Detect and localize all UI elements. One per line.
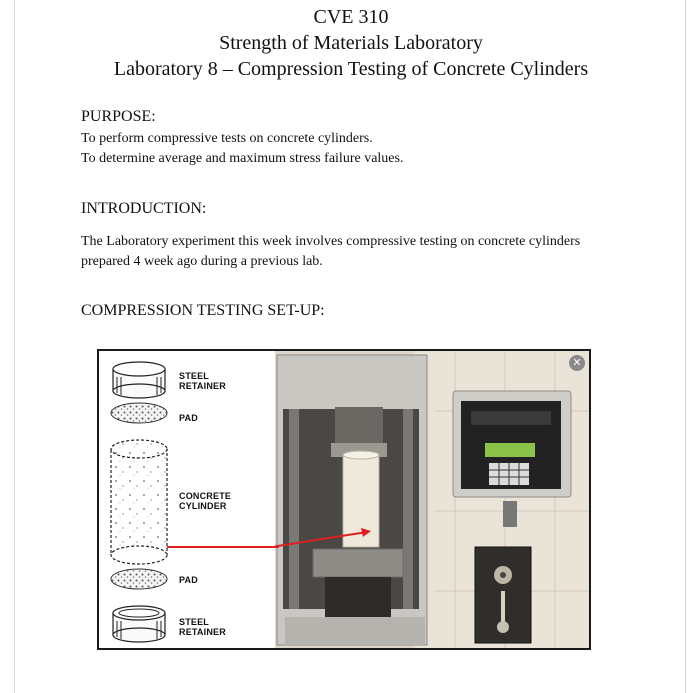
label-pad-top: PAD	[179, 413, 198, 423]
purpose-heading: PURPOSE:	[81, 108, 156, 125]
testing-machine-drawing	[275, 351, 589, 648]
lab-name: Strength of Materials Laboratory	[219, 32, 483, 54]
purpose-line: To determine average and maximum stress failure values.	[81, 151, 404, 166]
compression-setup-figure	[97, 349, 591, 650]
course-code: CVE 310	[313, 6, 389, 28]
machine-brand-label: FORNEY	[333, 371, 381, 382]
pointer-arrow	[99, 351, 279, 648]
testing-machine-photo	[275, 351, 589, 648]
label-concrete-cylinder: CONCRETE CYLINDER	[179, 491, 232, 511]
document-page	[14, 0, 686, 693]
label-steel-retainer-bottom: STEEL RETAINER	[179, 617, 226, 637]
lab-title: Laboratory 8 – Compression Testing of Concrete Cylinders	[113, 58, 589, 80]
purpose-text	[81, 129, 621, 169]
introduction-heading: INTRODUCTION:	[81, 200, 207, 217]
label-pad-bottom: PAD	[179, 575, 198, 585]
introduction-text: The Laboratory experiment this week involves compressive testing on concrete cylinders prepared 4 week ago during a previous lab.	[81, 234, 581, 269]
document-header	[15, 4, 687, 82]
purpose-line: To perform compressive tests on concrete cylinders.	[81, 131, 373, 146]
close-icon[interactable]: ✕	[569, 355, 585, 371]
setup-heading: COMPRESSION TESTING SET-UP:	[81, 302, 325, 319]
label-steel-retainer-top: STEEL RETAINER	[179, 371, 226, 391]
